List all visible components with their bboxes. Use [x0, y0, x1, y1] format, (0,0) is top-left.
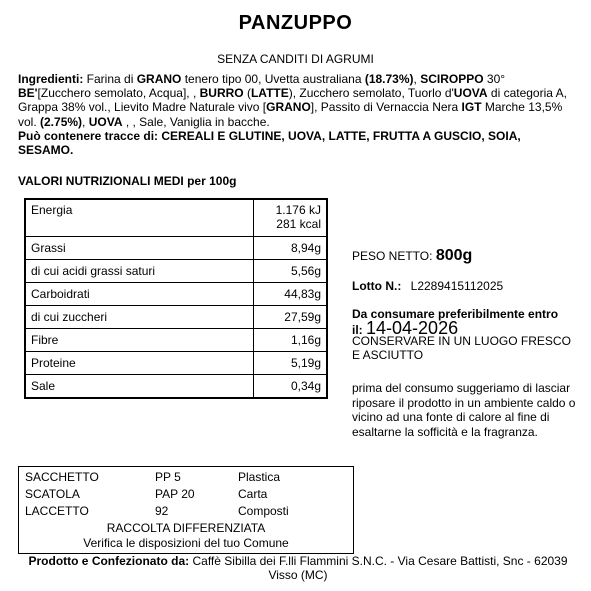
nutrition-value: 8,94g	[254, 237, 328, 260]
nutrition-table	[24, 198, 328, 399]
producer-info	[18, 554, 578, 582]
nutrition-row	[25, 237, 327, 260]
nutrition-row	[25, 199, 327, 237]
packaging-item: LACCETTO	[25, 504, 89, 518]
ingredient-allergen: (18.73%)	[364, 72, 414, 86]
serving-note: prima del consumo suggeriamo di lasciar riposare il prodotto in un ambiente caldo o vicino ad una fonte di calore al fine di esaltarne la sofficità e la fragranza.	[352, 381, 576, 439]
ingredient-text: 30°	[483, 72, 506, 86]
nutrition-row	[25, 306, 327, 329]
nutrition-value: 5,19g	[254, 352, 328, 375]
nutrition-value: 44,83g	[254, 283, 328, 306]
packaging-item: SCATOLA	[25, 487, 80, 501]
ingredient-allergen: UOVA	[453, 86, 488, 101]
ingredient-allergen: LATTE	[250, 86, 289, 101]
best-before	[352, 307, 582, 362]
packaging-row	[25, 504, 345, 520]
nutrition-label: Carboidrati	[25, 283, 254, 306]
producer-label: Prodotto e Confezionato da:	[28, 554, 190, 568]
product-subtitle: SENZA CANDITI DI AGRUMI	[217, 52, 374, 66]
packaging-material: Composti	[238, 504, 289, 518]
ingredient-allergen: GRANO	[136, 72, 182, 86]
packaging-material: Carta	[238, 487, 268, 501]
ingredient-text: ], Passito di Vernaccia Nera	[310, 100, 462, 115]
producer-text: Caffè Sibilla dei F.lli Flammini S.N.C. - Via Cesare Battisti, Snc - 62039 Visso (MC)	[189, 554, 568, 582]
ingredients-text	[18, 72, 567, 129]
nutrition-label: Energia	[25, 199, 254, 237]
ingredient-text: tenero tipo 00, Uvetta australiana	[181, 72, 365, 86]
recycling-note: Verifica le disposizioni del tuo Comune	[83, 536, 289, 550]
nutrition-row	[25, 375, 327, 399]
nutrition-heading: VALORI NUTRIZIONALI MEDI per 100g	[18, 174, 237, 188]
ingredient-text: ,	[82, 114, 89, 129]
packaging-material: Plastica	[238, 470, 281, 484]
nutrition-label: Proteine	[25, 352, 254, 375]
nutrition-label: Sale	[25, 375, 254, 399]
storage-instructions: CONSERVARE IN UN LUOGO FRESCO E ASCIUTTO	[352, 334, 571, 362]
ingredient-allergen: SCIROPPO	[420, 72, 484, 86]
ingredient-text: [Zucchero semolato, Acqua], ,	[37, 86, 200, 101]
ingredient-text: Farina di	[83, 72, 137, 86]
net-weight	[352, 247, 472, 265]
lot-number	[352, 279, 503, 293]
ingredient-allergen: BURRO	[199, 86, 244, 101]
allergen-traces: Può contenere tracce di: CEREALI E GLUTINE, UOVA, LATTE, FRUTTA A GUSCIO, SOIA, SESAMO.	[18, 128, 521, 158]
ingredient-text: Marche 13,5% vol.	[18, 100, 563, 129]
packaging-code: 92	[155, 504, 169, 518]
ingredient-allergen: GRANO	[266, 100, 311, 115]
ingredient-allergen: IGT	[461, 100, 482, 115]
packaging-item: SACCHETTO	[25, 470, 99, 484]
packaging-box	[18, 466, 354, 554]
nutrition-row	[25, 352, 327, 375]
net-weight-label: PESO NETTO:	[352, 249, 433, 263]
best-before-label: Da consumare preferibilmente entro	[352, 307, 559, 321]
nutrition-value	[254, 199, 328, 237]
packaging-code: PAP 20	[155, 487, 195, 501]
ingredient-text: (	[243, 86, 251, 101]
ingredient-text: , , Sale, Vaniglia in bacche.	[122, 114, 270, 129]
nutrition-label: di cui acidi grassi saturi	[25, 260, 254, 283]
ingredient-allergen: (2.75%)	[40, 114, 83, 129]
packaging-row	[25, 470, 345, 486]
energy-kcal: 281 kcal	[276, 217, 321, 231]
ingredient-text: ), Zucchero semolato, Tuorlo d'	[288, 86, 454, 101]
nutrition-row	[25, 260, 327, 283]
ingredient-allergen: UOVA	[88, 114, 123, 129]
packaging-row	[25, 487, 345, 503]
ingredients-block	[18, 72, 578, 157]
nutrition-value: 5,56g	[254, 260, 328, 283]
product-title: PANZUPPO	[238, 12, 353, 34]
packaging-code: PP 5	[155, 470, 181, 484]
nutrition-value: 0,34g	[254, 375, 328, 399]
nutrition-label: Fibre	[25, 329, 254, 352]
best-before-date: 14-04-2026	[366, 318, 459, 338]
lot-value: L2289415112025	[410, 279, 504, 293]
nutrition-label: di cui zuccheri	[25, 306, 254, 329]
nutrition-row	[25, 283, 327, 306]
best-before-il: il:	[352, 323, 363, 337]
ingredient-allergen: BE'	[18, 86, 38, 101]
net-weight-value: 800g	[435, 247, 473, 264]
recycling-heading: RACCOLTA DIFFERENZIATA	[106, 521, 266, 535]
ingredient-text: ,	[413, 72, 421, 86]
nutrition-value: 1,16g	[254, 329, 328, 352]
nutrition-row	[25, 329, 327, 352]
ingredient-text: di categoria A, Grappa 38% vol., Lievito Madre Naturale vivo [	[18, 86, 567, 115]
energy-kj: 1.176 kJ	[275, 203, 321, 217]
nutrition-label: Grassi	[25, 237, 254, 260]
lot-label: Lotto N.:	[352, 279, 402, 293]
nutrition-value: 27,59g	[254, 306, 328, 329]
ingredients-label: Ingredienti:	[18, 72, 84, 86]
